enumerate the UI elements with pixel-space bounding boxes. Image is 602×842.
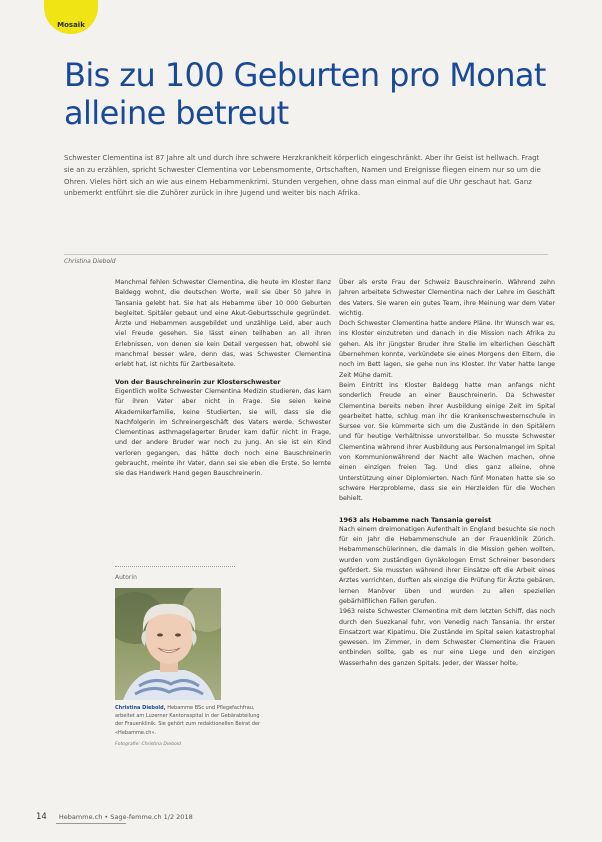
author-caption <box>115 704 265 737</box>
author-divider <box>115 566 235 567</box>
author-label: Autorin <box>115 574 137 581</box>
paragraph: 1963 reiste Schwester Clementina mit dem letzten Schiff, das noch durch den Suezkanal fuhr, von Venedig nach Tansania. Ihr erster Einsatzort war Kipatimu. Die Zustände im Spital seien katastrophal gewesen. Im Zimmer, in dem Schwester Clementina die Frauen entbinden sollte, gab es nur eine Liege und den einzigen Wasserhahn des ganzen Spitals. Jeder, der Wasser holte, <box>339 608 555 667</box>
paragraph: Über als erste Frau der Schweiz Bauschreinerin. Während zehn Jahren arbeitete Schwester Clementina nach der Lehre im Geschäft des Vaters. Sie waren ein gutes Team, ihre Meinung war dem Vater wichtig. <box>339 279 555 317</box>
paragraph: Doch Schwester Clementina hatte andere Pläne. Ihr Wunsch war es, ins Kloster einzutreten und danach in die Mission nach Afrika zu gehen. Als ihr jüngster Bruder ihre Stelle im elterlichen Geschäft übernehmen konnte, verkündete sie eines Morgens den Eltern, die noch im Bett lagen, sie gehe nun ins Kloster. Ihr Vater hatte lange Zeit Mühe damit. <box>339 320 555 379</box>
section-badge <box>44 0 98 34</box>
author-photo <box>115 588 221 700</box>
article-headline: Bis zu 100 Geburten pro Monat alleine betreut <box>64 56 546 132</box>
page-number: 14 <box>36 812 47 822</box>
photo-credit: Fotografie: Christina Diebold <box>115 742 181 747</box>
paragraph: Nach einem dreimonatigen Aufenthalt in England besuchte sie noch für ein Jahr die Hebammenschule an der Frauenklinik Zürich. Hebammenschülerinnen, die damals in die Mission gehen wollten, wurden vom zuständigen Gynäkologen Ernst Schreiner besonders gefördert. Sie mussten während ihrer Einsätze oft die Arbeit eines Arztes verrichten, durften als einzige die Prüfung für Ärzte gebären, lernen Manöver üben und wurden zu allen speziellen gebärhilfilichen Fällen gerufen. <box>339 525 555 605</box>
footer-publication: Hebamme.ch • Sage-femme.ch 1/2 2018 <box>58 813 193 821</box>
article-byline: Christina Diebold <box>64 258 116 265</box>
subheading: 1963 als Hebamme nach Tansania gereist <box>339 515 492 524</box>
author-bio: Hebamme BSc und Pflegefachfrau, arbeitet am Luzerner Kantonsspital in der Gebärabteilung der Frauenklinik. Sie gehört zum redaktionellen Beirat der «Hebamme.ch». <box>115 705 261 736</box>
byline-divider <box>64 254 548 255</box>
subheading: Von der Bauschreinerin zur Klosterschwester <box>115 377 281 386</box>
article-column-left <box>115 278 331 480</box>
paragraph: Beim Eintritt ins Kloster Baldegg hatte man anfangs nicht sonderlich Freude an einer Bauschreinerin. Da Schwester Clementina bereits neben ihrer Ausbildung einige Zeit im Spital gearbeitet hatte, schlug man ihr die Krankenschwesternschule in Sursee vor. Sie kümmerte sich um die Zustände in den Spitälern und für heutige Verhältnisse unvorstellbar. So musste Schwester Clementina während ihrer Ausbildung aus Personalmangel im Spital von Kommunionwährend der Nacht alle Wachen machen, ohne einen einzigen freien Tag. Und dies ganz alleine, ohne Unterstützung einer Diplomierten. Nach fünf Monaten hatte sie so schwere Herzprobleme, dass sie ein Herzleiden für die Wochen behielt. <box>339 381 555 503</box>
article-column-right <box>339 278 555 669</box>
paragraph: Eigentlich wollte Schwester Clementina Medizin studieren, das kam für ihren Vater aber nicht in Frage. Sie seien keine Akademikerfamilie, keine Studierten, sie will, dass sie die Nachfolgerin im Schreinergeschäft des Vaters werde. Schwester Clementinas asthmagelagerter Bruder kam dafür nicht in Frage, und der andere Bruder war noch zu jung. An sie ist ein Kind verloren gegangen, das hätte doch noch eine Bauschreinerin gebraucht, meinte ihr Vater, dann sei sie eben die Erste. So lernte sie das Handwerk Hand gegen Bauschreinerin. <box>115 387 331 478</box>
footer-divider <box>56 823 126 824</box>
section-label: Mosaik <box>57 21 85 29</box>
page-footer <box>36 812 193 822</box>
author-name: Christina Diebold, <box>115 705 166 711</box>
article-lead: Schwester Clementina ist 87 Jahre alt und durch ihre schwere Herzkrankheit körperlich eingeschränkt. Aber ihr Geist ist hellwach. Fragt sie an zu erzählen, spricht Schwester Clementina vor Lebensmomente, Ortschaften, Namen und Ereignisse fliegen einem nur so um die Ohren. Vieles hört sich an wie aus einem Hebammenkrimi. Stunden vergehen, ohne dass man einmal auf die Uhr geschaut hat. Ganz unbemerkt entführt sie die Zuhörer zurück in ihre Jugend und weiter bis nach Afrika. <box>64 154 541 198</box>
paragraph: Manchmal fehlen Schwester Clementina, die heute im Kloster Ilanz Baldegg wohnt, die deutschen Worte, weil sie über 50 Jahre in Tansania gelebt hat. Sie hat als Hebamme über 10 000 Geburten begleitet. Spitäler gebaut und eine Akut-Geburtsschule gegründet. Ärzte und Hebammen ausgebildet und unzählige Leid, aber auch viel Freude gesehen. Sie lässt einen teilhaben an all ihren Erlebnissen, von denen sie kein Detail vergessen hat, obwohl sie manchmal besser wäre, denn das, was Schwester Clementina erlebt hat, ist nichts für Zartbesaitete. <box>115 279 331 369</box>
